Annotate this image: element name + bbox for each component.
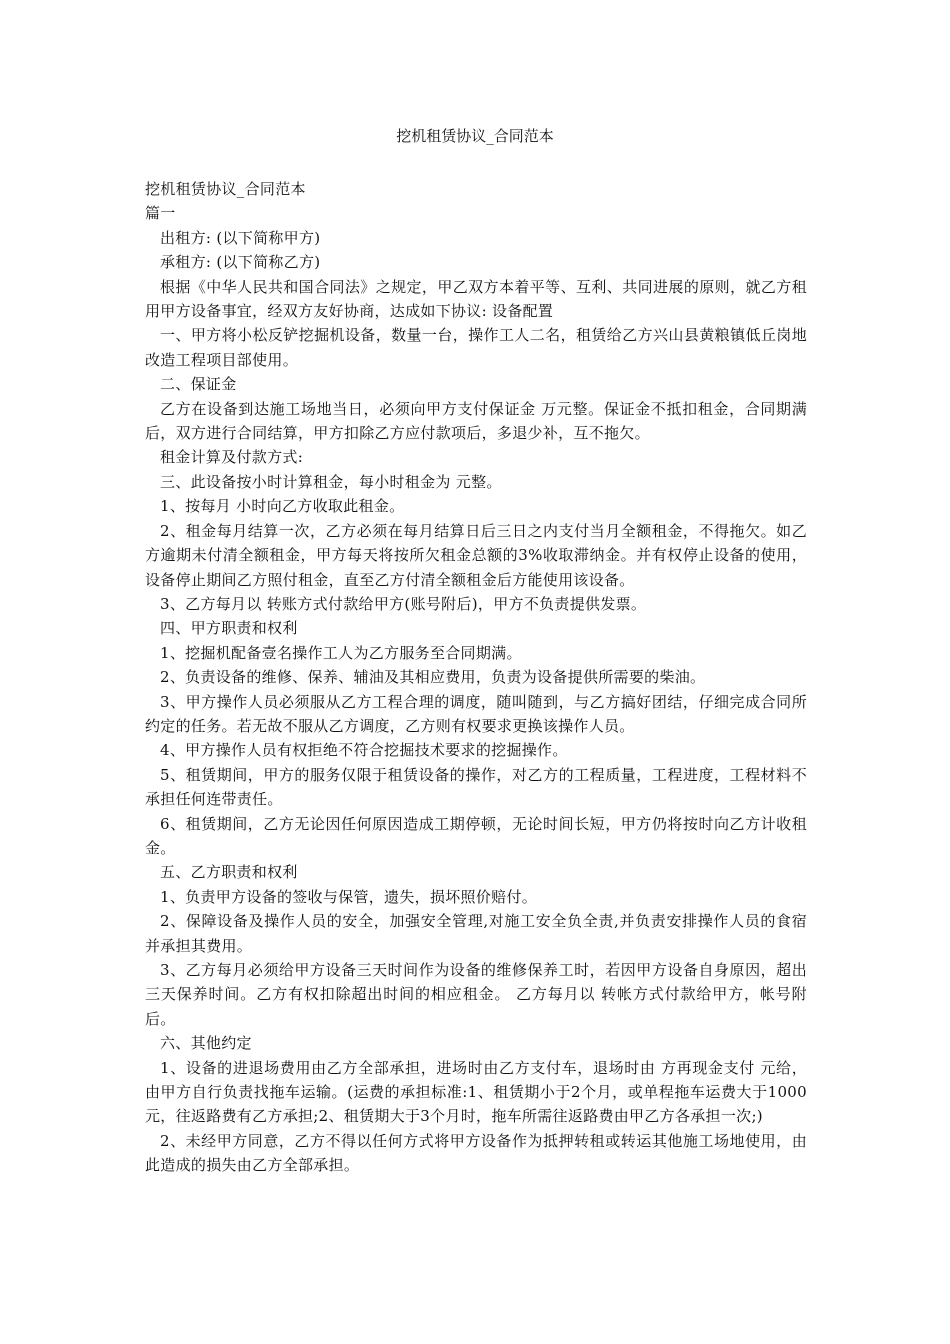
paragraph: 四、甲方职责和权利	[160, 619, 298, 638]
paragraph: 2、租金每月结算一次，乙方必须在每月结算日后三日之内支付当月全额租金，不得拖欠。如乙方逾期未付清全额租金，甲方每天将按所欠租金总额的3%收取滞纳金。并有权停止设备的使用，设备停止期间乙方照付租金，直至乙方付清全额租金后方能使用该设备。	[145, 521, 807, 589]
paragraph: 5、租赁期间，甲方的服务仅限于租赁设备的操作，对乙方的工程质量，工程进度，工程材料不承担任何连带责任。	[145, 765, 807, 809]
paragraph: 3、甲方操作人员必须服从乙方工程合理的调度，随叫随到，与乙方搞好团结，仔细完成合同所约定的任务。若无故不服从乙方调度，乙方则有权要求更换该操作人员。	[145, 692, 807, 735]
paragraph: 3、乙方每月必须给甲方设备三天时间作为设备的维修保养工时，若因甲方设备自身原因，超出三天保养时间。乙方有权扣除超出时间的相应租金。 乙方每月以 转帐方式付款给甲方，帐号附后。	[145, 961, 807, 1028]
paragraph: 乙方在设备到达施工场地当日，必须向甲方支付保证金 万元整。保证金不抵扣租金，合同期满后，双方进行合同结算，甲方扣除乙方应付款项后，多退少补，互不拖欠。	[145, 399, 807, 443]
paragraph: 出租方: (以下简称甲方)	[160, 228, 321, 247]
paragraph: 一、甲方将小松反铲挖掘机设备，数量一台，操作工人二名，租赁给乙方兴山县黄粮镇低丘岗地改造工程项目部使用。	[145, 326, 807, 369]
paragraph: 1、设备的进退场费用由乙方全部承担，进场时由乙方支付车，退场时由 方再现金支付 元给，由甲方自行负责找拖车运输。(运费的承担标准:1、租赁期小于2个月，或单程拖车运费大于1000元，往返路费有乙方承担;2、租赁期大于3个月时，拖车所需往返路费由甲乙方各承担一次;)	[145, 1058, 807, 1126]
paragraph: 根据《中华人民共和国合同法》之规定，甲乙双方本着平等、互利、共同进展的原则，就乙方租用甲方设备事宜，经双方友好协商，达成如下协议: 设备配置	[145, 277, 807, 321]
paragraph: 三、此设备按小时计算租金，每小时租金为 元整。	[160, 472, 502, 491]
paragraph: 六、其他约定	[160, 1034, 252, 1053]
paragraph: 3、乙方每月以 转账方式付款给甲方(账号附后)，甲方不负责提供发票。	[160, 594, 647, 613]
paragraph: 五、乙方职责和权利	[160, 863, 298, 882]
paragraph: 租金计算及付款方式:	[160, 448, 304, 467]
paragraph: 6、租赁期间，乙方无论因任何原因造成工期停顿，无论时间长短，甲方仍将按时向乙方计收租金。	[145, 814, 807, 857]
paragraph: 挖机租赁协议_合同范本	[145, 180, 306, 198]
paragraph: 1、按每月 小时向乙方收取此租金。	[160, 497, 405, 516]
paragraph: 2、负责设备的维修、保养、辅油及其相应费用，负责为设备提供所需要的柴油。	[160, 668, 706, 687]
paragraph: 2、保障设备及操作人员的安全，加强安全管理,对施工安全负全责,并负责安排操作人员的食宿并承担其费用。	[145, 912, 807, 955]
paragraph: 1、挖掘机配备壹名操作工人为乙方服务至合同期满。	[160, 643, 522, 662]
paragraph: 2、未经甲方同意，乙方不得以任何方式将甲方设备作为抵押转租或转运其他施工场地使用，由此造成的损失由乙方全部承担。	[145, 1131, 807, 1175]
paragraph: 二、保证金	[160, 375, 237, 394]
paragraph: 篇一	[145, 204, 176, 223]
paragraph: 承租方: (以下简称乙方)	[160, 253, 321, 272]
paragraph: 1、负责甲方设备的签收与保管，遗失，损坏照价赔付。	[160, 887, 538, 906]
document-body	[145, 177, 807, 1178]
paragraph: 4、甲方操作人员有权拒绝不符合挖掘技术要求的挖掘操作。	[160, 741, 568, 760]
page-title: 挖机租赁协议_合同范本	[396, 127, 554, 145]
